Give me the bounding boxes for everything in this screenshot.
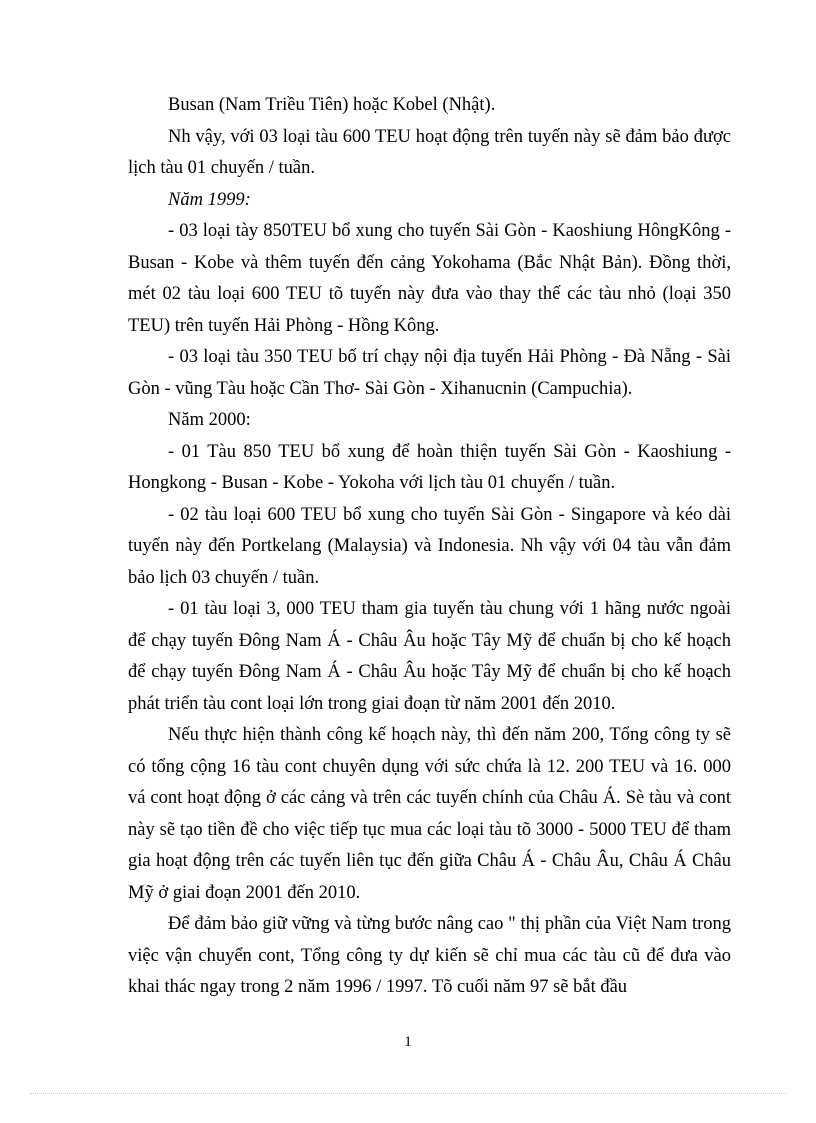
paragraph: Nh vậy, với 03 loại tàu 600 TEU hoạt động trên tuyến này sẽ đảm bảo được lịch tàu 01 chuyến / tuần. [128, 126, 731, 178]
paragraph-heading-1999: Năm 1999: [168, 189, 251, 210]
paragraph-heading-2000: Năm 2000: [168, 410, 251, 430]
page-bottom-divider [30, 1093, 786, 1094]
paragraph: - 03 loại tày 850TEU bổ xung cho tuyến Sài Gòn - Kaoshiung HôngKông - Busan - Kobe và thêm tuyến đến cảng Yokohama (Bắc Nhật Bản). Đồng thời, mét 02 tàu loại 600 TEU tõ tuyến này đưa vào thay thế các tàu nhỏ (loại 350 TEU) trên tuyến Hải Phòng - Hồng Kông. [128, 221, 731, 336]
paragraph: - 02 tàu loại 600 TEU bổ xung cho tuyến Sài Gòn - Singapore và kéo dài tuyến này đến Portkelang (Malaysia) và Indonesia. Nh vậy với 04 tàu vẫn đảm bảo lịch 03 chuyến / tuần. [128, 504, 731, 588]
paragraph: - 01 Tàu 850 TEU bổ xung để hoàn thiện tuyến Sài Gòn - Kaoshiung - Hongkong - Busan - Kobe - Yokoha với lịch tàu 01 chuyến / tuần. [128, 441, 731, 493]
page-number: 1 [404, 1034, 412, 1050]
paragraph: Để đảm bảo giữ vững và từng bước nâng cao " thị phần của Việt Nam trong việc vận chuyển cont, Tổng công ty dự kiến sẽ chỉ mua các tàu cũ để đưa vào khai thác ngay trong 2 năm 1996 / 1997. Tõ cuối năm 97 sẽ bắt đầu [128, 914, 731, 997]
paragraph: Busan (Nam Triều Tiên) hoặc Kobel (Nhật). [168, 95, 496, 115]
paragraph: - 01 tàu loại 3, 000 TEU tham gia tuyến tàu chung với 1 hãng nước ngoài để chạy tuyến Đông Nam Á - Châu Âu hoặc Tây Mỹ để chuẩn bị cho kế hoạch để chạy tuyến Đông Nam Á - Châu Âu hoặc Tây Mỹ để chuẩn bị cho kế hoạch phát triển tàu cont loại lớn trong giai đoạn từ năm 2001 đến 2010. [128, 599, 731, 714]
paragraph: - 03 loại tàu 350 TEU bố trí chạy nội địa tuyến Hải Phòng - Đà Nẵng - Sài Gòn - vũng Tàu hoặc Cần Thơ- Sài Gòn - Xihanucnin (Campuchia). [128, 347, 731, 399]
paragraph: Nếu thực hiện thành công kế hoạch này, thì đến năm 200, Tổng công ty sẽ có tổng cộng 16 tàu cont chuyên dụng với sức chứa là 12. 200 TEU và 16. 000 vá cont hoạt động ở các cảng và trên các tuyến chính của Châu Á. Sè tàu và cont này sẽ tạo tiền đề cho việc tiếp tục mua các loại tàu tõ 3000 - 5000 TEU để tham gia hoạt động trên các tuyến liên tục đến giữa Châu Á - Châu Âu, Châu Á Châu Mỹ ở giai đoạn 2001 đến 2010. [128, 725, 731, 903]
document-body [128, 90, 731, 1004]
